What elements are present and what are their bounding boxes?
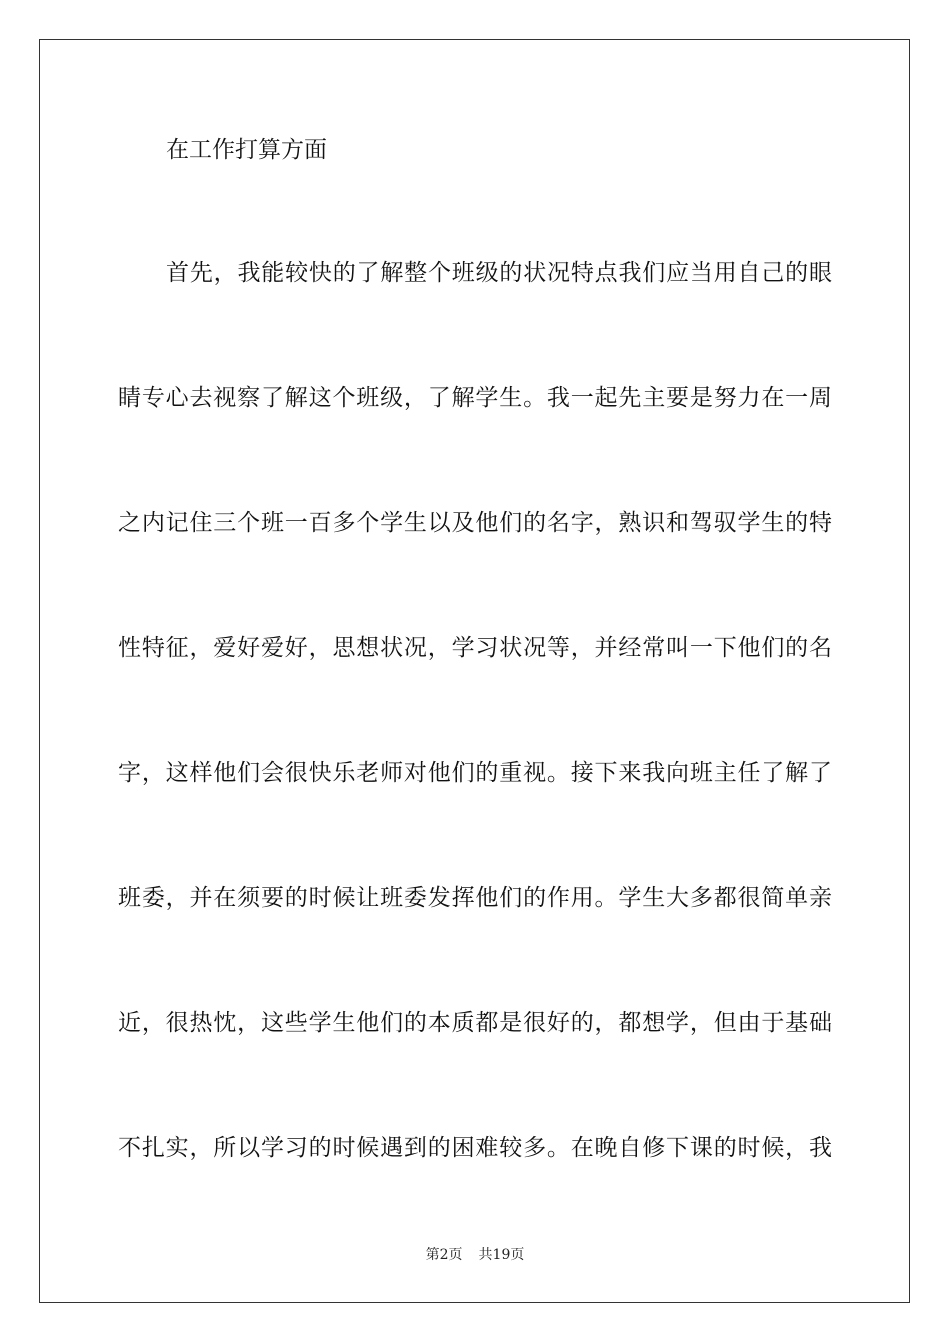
body-line-4: 性特征，爱好爱好，思想状况，学习状况等，并经常叫一下他们的名	[118, 635, 832, 661]
section-heading: 在工作打算方面	[166, 137, 327, 163]
page-border	[39, 39, 910, 1303]
body-line-6: 班委，并在须要的时候让班委发挥他们的作用。学生大多都很简单亲	[118, 885, 832, 911]
page-footer	[0, 1246, 950, 1264]
body-line-5: 字，这样他们会很快乐老师对他们的重视。接下来我向班主任了解了	[118, 760, 832, 786]
body-line-8: 不扎实，所以学习的时候遇到的困难较多。在晚自修下课的时候，我	[118, 1135, 832, 1161]
body-line-3: 之内记住三个班一百多个学生以及他们的名字，熟识和驾驭学生的特	[118, 510, 832, 536]
body-line-7: 近，很热忱，这些学生他们的本质都是很好的，都想学，但由于基础	[118, 1010, 832, 1036]
page-total: 共19页	[478, 1247, 525, 1263]
page-number: 第2页	[425, 1247, 463, 1263]
body-line-1: 首先，我能较快的了解整个班级的状况特点我们应当用自己的眼	[166, 260, 832, 286]
body-line-2: 睛专心去视察了解这个班级，了解学生。我一起先主要是努力在一周	[118, 385, 832, 411]
